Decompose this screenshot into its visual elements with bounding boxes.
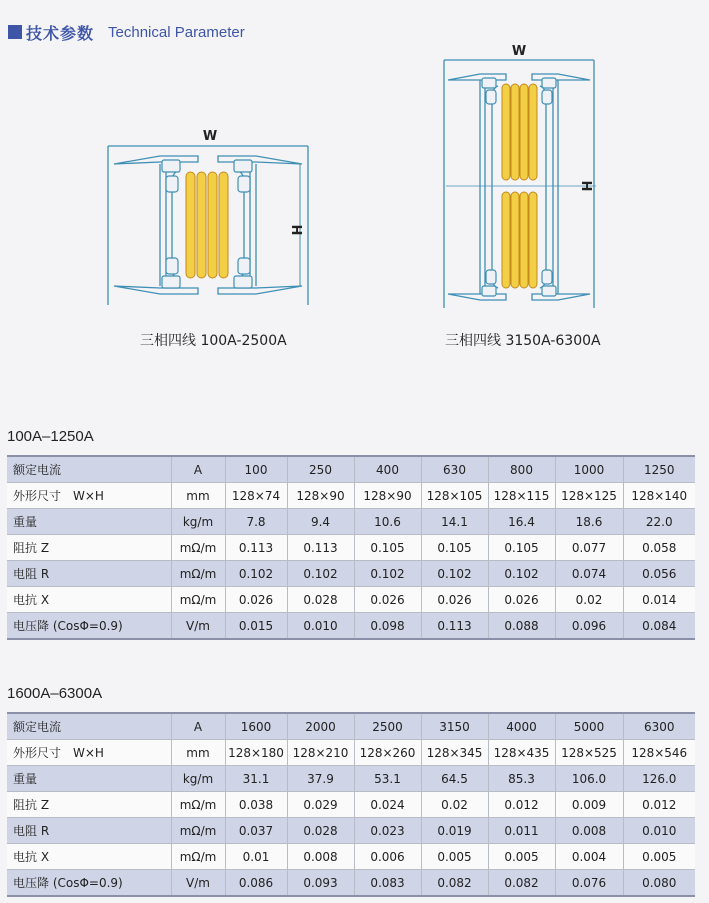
unit-cell: V/m [171,870,225,897]
unit-cell: A [171,456,225,483]
value-cell: 0.105 [488,535,555,561]
value-cell: 128×125 [555,483,623,509]
row-label: 阻抗 Z [7,792,171,818]
value-cell: 0.102 [488,561,555,587]
row-label: 电抗 X [7,844,171,870]
busway-cross-section-large [436,40,606,315]
value-cell: 0.077 [555,535,623,561]
row-label: 电阻 R [7,561,171,587]
table-row [7,483,695,509]
table-row [7,587,695,613]
unit-cell: A [171,713,225,740]
value-cell: 0.113 [421,613,488,640]
unit-cell: kg/m [171,509,225,535]
value-cell: 0.026 [488,587,555,613]
value-cell: 0.012 [623,792,695,818]
value-cell: 0.080 [623,870,695,897]
row-label: 外形尺寸 W×H [7,483,171,509]
value-cell: 128×180 [225,740,287,766]
table-row [7,456,695,483]
unit-cell: mΩ/m [171,844,225,870]
dimension-w-label: W [202,129,218,144]
value-cell: 0.088 [488,613,555,640]
value-cell: 22.0 [623,509,695,535]
value-cell: 0.024 [354,792,421,818]
value-cell: 128×546 [623,740,695,766]
value-cell: 0.102 [225,561,287,587]
value-cell: 0.037 [225,818,287,844]
value-cell: 128×115 [488,483,555,509]
diagram-caption-small: 三相四线 100A-2500A [140,333,287,349]
header-title-en: Technical Parameter [108,23,245,41]
value-cell: 0.012 [488,792,555,818]
value-cell: 0.105 [354,535,421,561]
value-cell: 0.009 [555,792,623,818]
value-cell: 0.102 [421,561,488,587]
value-cell: 0.023 [354,818,421,844]
table-title-low-range: 100A–1250A [7,428,94,445]
table-row [7,535,695,561]
row-label: 电压降 (CosΦ=0.9) [7,870,171,897]
row-label: 重量 [7,509,171,535]
dimension-h-label: H [578,180,593,192]
value-cell: 0.082 [421,870,488,897]
value-cell: 0.005 [623,844,695,870]
row-label: 外形尺寸 W×H [7,740,171,766]
header-title-cn: 技术参数 [26,23,95,43]
value-cell: 128×90 [354,483,421,509]
value-cell: 0.113 [225,535,287,561]
value-cell: 4000 [488,713,555,740]
value-cell: 128×74 [225,483,287,509]
value-cell: 0.074 [555,561,623,587]
value-cell: 800 [488,456,555,483]
value-cell: 18.6 [555,509,623,535]
unit-cell: mm [171,740,225,766]
table-row [7,844,695,870]
table-row [7,740,695,766]
table-row [7,613,695,640]
value-cell: 31.1 [225,766,287,792]
value-cell: 0.010 [287,613,354,640]
value-cell: 128×260 [354,740,421,766]
value-cell: 0.015 [225,613,287,640]
value-cell: 128×140 [623,483,695,509]
value-cell: 0.056 [623,561,695,587]
value-cell: 128×525 [555,740,623,766]
unit-cell: mΩ/m [171,587,225,613]
value-cell: 0.004 [555,844,623,870]
value-cell: 0.005 [488,844,555,870]
value-cell: 0.011 [488,818,555,844]
value-cell: 0.008 [555,818,623,844]
value-cell: 0.028 [287,587,354,613]
value-cell: 0.093 [287,870,354,897]
value-cell: 0.098 [354,613,421,640]
unit-cell: mΩ/m [171,792,225,818]
value-cell: 1000 [555,456,623,483]
value-cell: 0.105 [421,535,488,561]
value-cell: 0.102 [287,561,354,587]
section-header [8,20,245,44]
value-cell: 0.010 [623,818,695,844]
value-cell: 0.026 [421,587,488,613]
value-cell: 250 [287,456,354,483]
value-cell: 100 [225,456,287,483]
value-cell: 126.0 [623,766,695,792]
value-cell: 0.028 [287,818,354,844]
unit-cell: mΩ/m [171,535,225,561]
busway-cross-section-small [100,120,320,310]
value-cell: 7.8 [225,509,287,535]
unit-cell: V/m [171,613,225,640]
row-label: 额定电流 [7,456,171,483]
dimension-h-label: H [288,224,303,236]
value-cell: 128×210 [287,740,354,766]
diagram-caption-large: 三相四线 3150A-6300A [445,333,601,349]
value-cell: 0.076 [555,870,623,897]
row-label: 电抗 X [7,587,171,613]
value-cell: 53.1 [354,766,421,792]
value-cell: 3150 [421,713,488,740]
value-cell: 0.02 [421,792,488,818]
value-cell: 85.3 [488,766,555,792]
value-cell: 0.02 [555,587,623,613]
value-cell: 0.019 [421,818,488,844]
value-cell: 2500 [354,713,421,740]
value-cell: 106.0 [555,766,623,792]
table-row [7,870,695,897]
row-label: 电压降 (CosΦ=0.9) [7,613,171,640]
value-cell: 5000 [555,713,623,740]
unit-cell: mΩ/m [171,561,225,587]
value-cell: 128×435 [488,740,555,766]
value-cell: 400 [354,456,421,483]
row-label: 额定电流 [7,713,171,740]
value-cell: 0.029 [287,792,354,818]
value-cell: 9.4 [287,509,354,535]
value-cell: 0.014 [623,587,695,613]
value-cell: 0.083 [354,870,421,897]
table-row [7,818,695,844]
parameter-table-low-range [7,455,695,640]
value-cell: 0.026 [225,587,287,613]
value-cell: 0.058 [623,535,695,561]
value-cell: 1600 [225,713,287,740]
row-label: 重量 [7,766,171,792]
dimension-w-label: W [511,44,527,59]
value-cell: 0.006 [354,844,421,870]
value-cell: 2000 [287,713,354,740]
value-cell: 6300 [623,713,695,740]
value-cell: 10.6 [354,509,421,535]
table-row [7,766,695,792]
value-cell: 14.1 [421,509,488,535]
value-cell: 0.102 [354,561,421,587]
value-cell: 128×345 [421,740,488,766]
value-cell: 0.082 [488,870,555,897]
unit-cell: kg/m [171,766,225,792]
table-row [7,561,695,587]
value-cell: 0.008 [287,844,354,870]
value-cell: 16.4 [488,509,555,535]
value-cell: 128×105 [421,483,488,509]
parameter-table-high-range [7,712,695,897]
value-cell: 0.026 [354,587,421,613]
unit-cell: mΩ/m [171,818,225,844]
bullet-square-icon [8,25,22,39]
value-cell: 37.9 [287,766,354,792]
table-title-high-range: 1600A–6300A [7,685,103,702]
value-cell: 0.005 [421,844,488,870]
value-cell: 0.01 [225,844,287,870]
value-cell: 0.086 [225,870,287,897]
value-cell: 630 [421,456,488,483]
table-row [7,713,695,740]
unit-cell: mm [171,483,225,509]
value-cell: 0.096 [555,613,623,640]
value-cell: 1250 [623,456,695,483]
table-row [7,792,695,818]
value-cell: 128×90 [287,483,354,509]
value-cell: 0.084 [623,613,695,640]
row-label: 阻抗 Z [7,535,171,561]
row-label: 电阻 R [7,818,171,844]
value-cell: 64.5 [421,766,488,792]
value-cell: 0.038 [225,792,287,818]
value-cell: 0.113 [287,535,354,561]
table-row [7,509,695,535]
